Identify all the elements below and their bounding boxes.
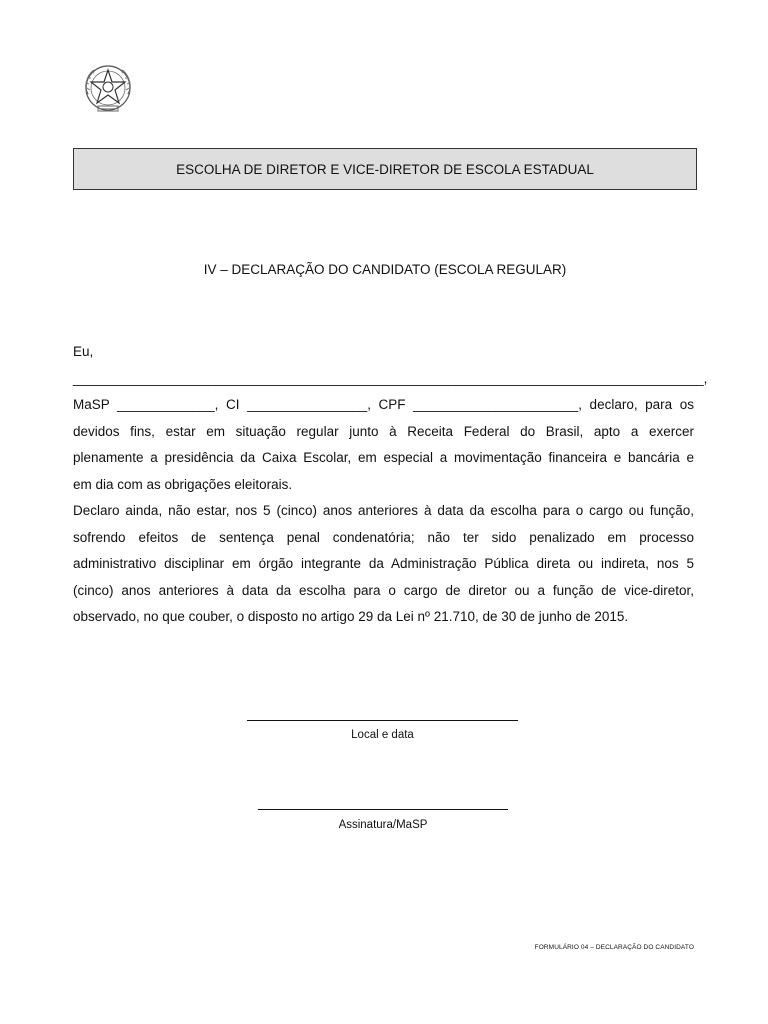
paragraph-line: MaSP _____________, CI ________________, CPF ______________________, declaro, para os [73, 397, 694, 412]
paragraph-line: administrativo disciplinar em órgão integrante da Administração Pública direta ou indireta, nos 5 [73, 556, 694, 571]
form-footer: FORMULÁRIO 04 – DECLARAÇÃO DO CANDIDATO [534, 944, 694, 951]
paragraph-line: (cinco) anos anteriores à data da escolha para o cargo de diretor ou a função de vice-diretor, [73, 582, 694, 598]
form-header-box [73, 148, 697, 190]
form-title: ESCOLHA DE DIRETOR E VICE-DIRETOR DE ESCOLA ESTADUAL [176, 161, 594, 177]
signature-label: Assinatura/MaSP [338, 819, 428, 831]
paragraph-line: em dia com as obrigações eleitorais. [73, 476, 293, 492]
declaration-paragraph-1 [73, 339, 708, 498]
paragraph-line: plenamente a presidência da Caixa Escolar, em especial a movimentação financeira e bancária e [73, 450, 694, 465]
declaration-paragraph-2 [73, 498, 694, 631]
paragraph-line: sofrendo efeitos de sentença penal condenatória; não ter sido penalizado em processo [73, 529, 694, 545]
place-date-line [247, 720, 518, 721]
coat-of-arms-icon [80, 60, 136, 116]
signature-line [258, 809, 508, 810]
paragraph-line: Eu, ____________________________________________________________________________________, [73, 344, 708, 386]
place-date-label: Local e data [351, 729, 414, 741]
paragraph-line: Declaro ainda, não estar, nos 5 (cinco) anos anteriores à data da escolha para o cargo ou função, [73, 503, 694, 518]
paragraph-line: devidos fins, estar em situação regular junto à Receita Federal do Brasil, apto a exercer [73, 423, 694, 439]
section-title: IV – DECLARAÇÃO DO CANDIDATO (ESCOLA REGULAR) [203, 262, 567, 277]
paragraph-line: observado, no que couber, o disposto no artigo 29 da Lei nº 21.710, de 30 de junho de 2015. [73, 609, 629, 624]
